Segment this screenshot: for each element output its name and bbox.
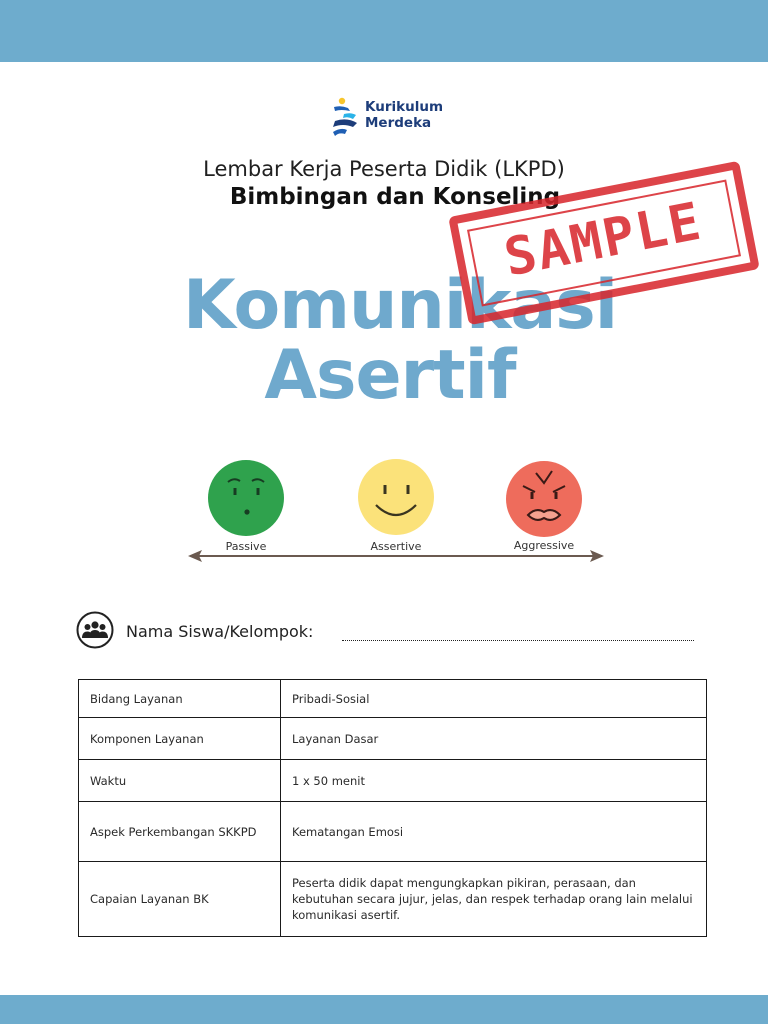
student-name-label: Nama Siswa/Kelompok: [126, 622, 314, 641]
row-value-bidang: Pribadi-Sosial [281, 680, 707, 718]
student-name-row [76, 611, 716, 649]
logo-mark-icon [329, 97, 363, 139]
stamp-text: SAMPLE [499, 191, 708, 289]
table-row [79, 862, 707, 937]
top-band [0, 0, 768, 62]
logo-line-2: Merdeka [365, 115, 432, 131]
service-info-table [78, 679, 707, 937]
bottom-band [0, 995, 768, 1024]
row-label-waktu: Waktu [79, 760, 281, 802]
kurikulum-merdeka-logo [329, 97, 459, 141]
row-label-capaian: Capaian Layanan BK [79, 862, 281, 937]
aggressive-label: Aggressive [513, 539, 575, 552]
logo-line-1: Kurikulum [365, 99, 444, 115]
title-line-1: Komunikasi [182, 266, 618, 345]
row-value-waktu: 1 x 50 menit [281, 760, 707, 802]
row-value-komponen: Layanan Dasar [281, 718, 707, 760]
student-name-field[interactable] [342, 622, 694, 641]
row-value-capaian: Peserta didik dapat mengungkapkan pikiran, perasaan, dan kebutuhan secara jujur, jelas, dan respek terhadap orang lain melalui komunikasi asertif. [281, 862, 707, 937]
table-row [79, 718, 707, 760]
passive-face-icon [208, 460, 284, 536]
table-row [79, 680, 707, 718]
aggressive-face-icon [506, 461, 582, 537]
assertive-face-icon [358, 459, 434, 535]
people-icon [76, 611, 114, 649]
emotion-scale [180, 455, 610, 570]
row-label-aspek: Aspek Perkembangan SKKPD [79, 802, 281, 862]
title-line-2: Asertif [264, 336, 516, 415]
row-value-aspek: Kematangan Emosi [281, 802, 707, 862]
row-label-bidang: Bidang Layanan [79, 680, 281, 718]
logo-text [365, 99, 465, 131]
table-row [79, 760, 707, 802]
assertive-label: Assertive [370, 540, 422, 553]
row-label-komponen: Komponen Layanan [79, 718, 281, 760]
document-subtitle: Lembar Kerja Peserta Didik (LKPD) [203, 157, 565, 181]
subject-heading: Bimbingan dan Konseling [229, 184, 561, 210]
table-row [79, 802, 707, 862]
passive-label: Passive [225, 540, 267, 553]
